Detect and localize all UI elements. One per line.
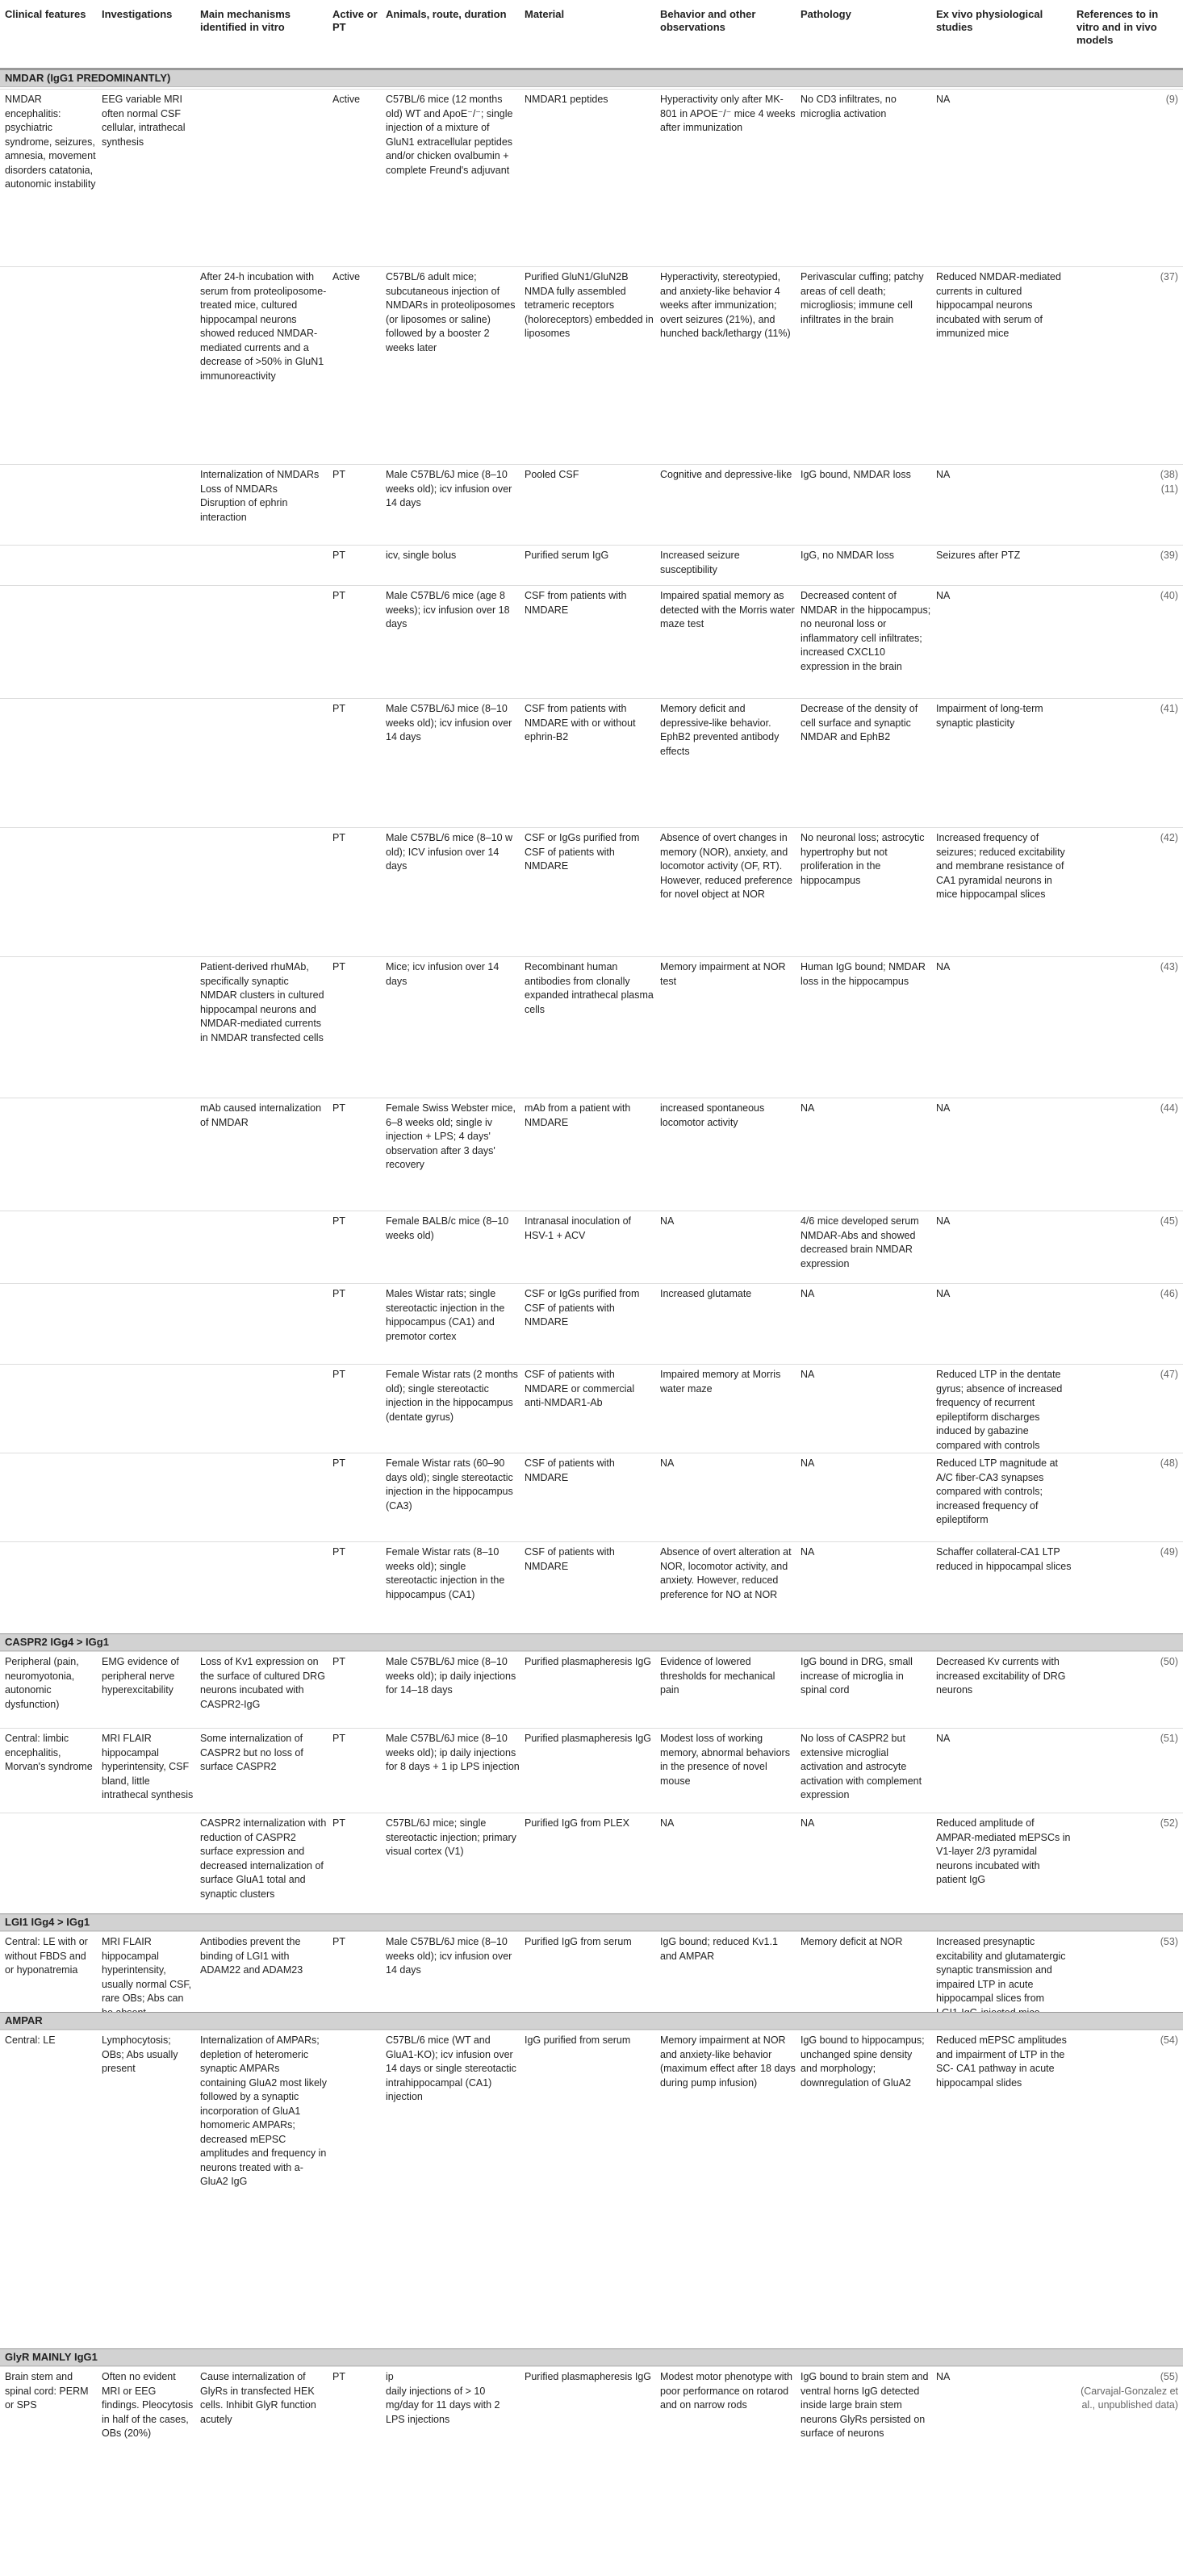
cell-exvivo: Seizures after PTZ — [936, 550, 1021, 561]
cell-exvivo: Reduced LTP in the dentate gyrus; absence of increased frequency of recurrent epileptiform discharges induced by gabazine compared with controls — [936, 1369, 1063, 1451]
cell-references: (53) — [1160, 1936, 1178, 1947]
section-header: CASPR2 IGg4 > IGg1 — [0, 1633, 1183, 1651]
cell-behavior: Modest loss of working memory, abnormal behaviors in the presence of novel mouse — [660, 1733, 790, 1787]
cell-behavior: Hyperactivity only after MK-801 in APOE⁻/⁻ mice 4 weeks after immunization — [660, 94, 796, 133]
cell-references: (49) — [1160, 1546, 1178, 1558]
cell-mechanisms: Cause internalization of GlyRs in transfected HEK cells. Inhibit GlyR function acutely — [200, 2371, 316, 2425]
cell-material: mAb from a patient with NMDARE — [525, 1102, 631, 1128]
cell-active-pt: PT — [332, 1369, 345, 1380]
cell-references: (50) — [1160, 1656, 1178, 1667]
cell-behavior: Hyperactivity, stereotypied, and anxiety-like behavior 4 weeks after immunization; overt seizures (21%), and hunched back/lethargy (11%) — [660, 271, 791, 339]
table-row — [0, 1453, 1183, 1542]
cell-investigations: MRI FLAIR hippocampal hyperintensity, usually normal CSF, rare OBs; Abs can — [102, 1936, 192, 2004]
cell-animals: Male C57BL/6 mice (age 8 weeks); icv infusion over 18 days — [386, 590, 510, 629]
cell-exvivo: Reduced amplitude of AMPAR-mediated mEPSCs in V1-layer 2/3 pyramidal neurons incubated with patient IgG — [936, 1817, 1071, 1885]
header-investigations: Investigations — [102, 8, 173, 20]
cell-material: CSF from patients with NMDARE with or without ephrin-B2 — [525, 703, 636, 742]
cell-references: (55) (Carvajal-Gonzalez et al., unpublished data) — [1081, 2371, 1178, 2411]
cell-active-pt: PT — [332, 1457, 345, 1469]
cell-material: NMDAR1 peptides — [525, 94, 608, 105]
cell-clinical: NMDAR encephalitis: psychiatric syndrome, seizures, amnesia, movement disorders catatonia, autonomic instability — [5, 94, 96, 190]
cell-mechanisms: After 24-h incubation with serum from proteoliposome-treated mice, cultured hippocampal neurons showed reduced NMDAR-mediated currents and a decrease of >50% in GluN1 immunoreactivity — [200, 271, 327, 382]
header-references: References to in vitro and in vivo models — [1076, 8, 1159, 46]
table-row — [0, 1728, 1183, 1813]
cell-behavior: Memory impairment at NOR and anxiety-like behavior (maximum effect after 18 days during pump infusion) — [660, 2034, 796, 2089]
cell-material: Purified IgG from PLEX — [525, 1817, 629, 1829]
cell-exvivo: NA — [936, 2371, 951, 2382]
cell-exvivo: NA — [936, 94, 951, 105]
table-row — [0, 464, 1183, 546]
cell-pathology: Human IgG bound; NMDAR loss in the hippocampus — [801, 961, 926, 987]
cell-references: (45) — [1160, 1215, 1178, 1227]
cell-material: Purified plasmapheresis IgG — [525, 2371, 652, 2382]
cell-references: (44) — [1160, 1102, 1178, 1114]
cell-material: CSF or IgGs purified from CSF of patients with NMDARE — [525, 832, 640, 872]
cell-references: (52) — [1160, 1817, 1178, 1829]
cell-pathology: IgG bound, NMDAR loss — [801, 469, 911, 480]
cell-animals: Female Wistar rats (8–10 weeks old); single stereotactic injection in the hippocampus (CA1) — [386, 1546, 505, 1600]
cell-active-pt: PT — [332, 590, 345, 601]
header-animals: Animals, route, duration — [386, 8, 507, 20]
cell-pathology: IgG, no NMDAR loss — [801, 550, 895, 561]
table-row — [0, 1931, 1183, 2013]
cell-investigations: EMG evidence of peripheral nerve hyperexcitability — [102, 1656, 179, 1696]
cell-material: CSF or IgGs purified from CSF of patients with NMDARE — [525, 1288, 640, 1328]
cell-investigations: EEG variable MRI often normal CSF cellular, intrathecal synthesis — [102, 94, 186, 148]
cell-material: CSF of patients with NMDARE — [525, 1457, 615, 1483]
cell-material: Purified serum IgG — [525, 550, 609, 561]
cell-exvivo: NA — [936, 1733, 951, 1744]
cell-pathology: Decreased content of NMDAR in the hippocampus; no neuronal loss or inflammatory cell infiltrates; increased CXCL10 expression in the brain — [801, 590, 931, 672]
cell-exvivo: NA — [936, 1288, 951, 1299]
cell-pathology: IgG bound to brain stem and ventral horns IgG detected inside large brain stem neurons GlyRs persisted on surface of neurons — [801, 2371, 929, 2439]
cell-mechanisms: Patient-derived rhuMAb, specifically synaptic NMDAR clusters in cultured hippocampal neurons and NMDAR-mediated currents in NMDAR transfected cells — [200, 961, 324, 1043]
cell-active-pt: PT — [332, 550, 345, 561]
cell-material: Purified plasmapheresis IgG — [525, 1733, 652, 1744]
header-exvivo: Ex vivo physiological studies — [936, 8, 1043, 33]
cell-mechanisms: Antibodies prevent the binding of LGI1 with ADAM22 and ADAM23 — [200, 1936, 303, 1976]
cell-pathology: NA — [801, 1817, 815, 1829]
section-header: NMDAR (IgG1 PREDOMINANTLY) — [0, 69, 1183, 87]
cell-pathology: No neuronal loss; astrocytic hypertrophy but not proliferation in the hippocampus — [801, 832, 925, 886]
table-row — [0, 1651, 1183, 1729]
cell-pathology: Decrease of the density of cell surface and synaptic NMDAR and EphB2 — [801, 703, 918, 742]
cell-pathology: NA — [801, 1369, 815, 1380]
cell-active-pt: PT — [332, 703, 345, 714]
cell-active-pt: PT — [332, 1817, 345, 1829]
cell-animals: Female Swiss Webster mice, 6–8 weeks old; single iv injection + LPS; 4 days' observation after 3 days' recovery — [386, 1102, 516, 1170]
cell-references: (39) — [1160, 550, 1178, 561]
cell-animals: ip daily injections of > 10 mg/day for 11 days with 2 LPS injections — [386, 2371, 500, 2425]
table-row — [0, 266, 1183, 465]
cell-material: Purified IgG from serum — [525, 1936, 632, 1947]
cell-material: CSF of patients with NMDARE or commercial anti-NMDAR1-Ab — [525, 1369, 635, 1408]
cell-behavior: Cognitive and depressive-like — [660, 469, 792, 480]
cell-active-pt: PT — [332, 1656, 345, 1667]
cell-references: (9) — [1165, 94, 1178, 105]
cell-animals: Males Wistar rats; single stereotactic injection in the hippocampus (CA1) and premotor cortex — [386, 1288, 505, 1342]
cell-active-pt: Active — [332, 94, 361, 105]
cell-animals: Female BALB/c mice (8–10 weeks old) — [386, 1215, 509, 1241]
cell-animals: C57BL/6 adult mice; subcutaneous injection of NMDARs in proteoliposomes (or liposomes or saline) followed by a booster 2 weeks later — [386, 271, 516, 353]
cell-animals: Male C57BL/6J mice (8–10 weeks old); icv infusion over 14 days — [386, 703, 512, 742]
cell-pathology: NA — [801, 1102, 815, 1114]
cell-behavior: IgG bound; reduced Kv1.1 and AMPAR — [660, 1936, 778, 1962]
header-clinical: Clinical features — [5, 8, 86, 20]
cell-exvivo: Increased presynaptic excitability and glutamatergic synaptic transmission and impaired LTP in acute hippocampal slices from — [936, 1936, 1066, 2004]
cell-exvivo: Reduced mEPSC amplitudes and impairment of LTP in the SC- CA1 pathway in acute hippocampal slides — [936, 2034, 1067, 2089]
table-row — [0, 1541, 1183, 1631]
header-mechanisms: Main mechanisms identified in vitro — [200, 8, 291, 33]
cell-mechanisms: CASPR2 internalization with reduction of CASPR2 surface expression and decreased internalization of surface GluA1 total and synaptic clusters — [200, 1817, 327, 1900]
cell-pathology: Memory deficit at NOR — [801, 1936, 903, 1947]
cell-mechanisms: Internalization of NMDARs Loss of NMDARs Disruption of ephrin interaction — [200, 469, 320, 523]
cell-exvivo: Impairment of long-term synaptic plasticity — [936, 703, 1043, 729]
cell-material: Purified GluN1/GluN2B NMDA fully assembled tetrameric receptors (holoreceptors) embedded in liposomes — [525, 271, 654, 339]
section-header: LGI1 IGg4 > IGg1 — [0, 1913, 1183, 1931]
cell-active-pt: PT — [332, 1215, 345, 1227]
cell-animals: Male C57BL/6 mice (8–10 w old); ICV infusion over 14 days — [386, 832, 513, 872]
cell-exvivo: NA — [936, 590, 951, 601]
cell-exvivo: Reduced NMDAR-mediated currents in cultured hippocampal neurons incubated with serum of immunized mice — [936, 271, 1061, 339]
table-row — [0, 1211, 1183, 1284]
cell-animals: Male C57BL/6J mice (8–10 weeks old); ip daily injections for 14–18 days — [386, 1656, 516, 1696]
cell-behavior: Memory impairment at NOR test — [660, 961, 786, 987]
cell-exvivo: Decreased Kv currents with increased excitability of DRG neurons — [936, 1656, 1066, 1696]
cell-pathology: 4/6 mice developed serum NMDAR-Abs and showed decreased brain NMDAR expression — [801, 1215, 919, 1269]
cell-animals: C57BL/6J mice; single stereotactic injection; primary visual cortex (V1) — [386, 1817, 516, 1857]
cell-behavior: Memory deficit and depressive-like behavior. EphB2 prevented antibody effects — [660, 703, 780, 757]
cell-clinical: Peripheral (pain, neuromyotonia, autonomic dysfunction) — [5, 1656, 79, 1710]
cell-material: Pooled CSF — [525, 469, 579, 480]
cell-material: CSF of patients with NMDARE — [525, 1546, 615, 1572]
cell-behavior: Modest motor phenotype with poor performance on rotarod and on narrow rods — [660, 2371, 792, 2411]
cell-behavior: Increased glutamate — [660, 1288, 752, 1299]
cell-references: (54) — [1160, 2034, 1178, 2046]
cell-animals: Male C57BL/6J mice (8–10 weeks old); icv infusion over 14 days — [386, 469, 512, 508]
table-row — [0, 2366, 1183, 2464]
cell-mechanisms: Some internalization of CASPR2 but no loss of surface CASPR2 — [200, 1733, 303, 1772]
cell-clinical: Central: LE with or without FBDS and or hyponatremia — [5, 1936, 88, 1976]
cell-active-pt: PT — [332, 1936, 345, 1947]
cell-behavior: increased spontaneous locomotor activity — [660, 1102, 765, 1128]
cell-clinical: Central: LE — [5, 2034, 56, 2046]
cell-active-pt: PT — [332, 469, 345, 480]
cell-exvivo: NA — [936, 469, 951, 480]
cell-behavior: NA — [660, 1457, 675, 1469]
cell-active-pt: PT — [332, 1102, 345, 1114]
cell-exvivo: Increased frequency of seizures; reduced excitability and membrane resistance of CA1 pyramidal neurons in mice hippocampal slices — [936, 832, 1065, 900]
cell-references: (48) — [1160, 1457, 1178, 1469]
cell-pathology: No loss of CASPR2 but extensive microglial activation and astrocyte activation with complement expression — [801, 1733, 922, 1800]
section-header: AMPAR — [0, 2012, 1183, 2030]
cell-animals: Female Wistar rats (2 months old); single stereotactic injection in the hippocampus (dentate gyrus) — [386, 1369, 518, 1423]
cell-animals: Mice; icv infusion over 14 days — [386, 961, 500, 987]
cell-investigations: Often no evident MRI or EEG findings. Pleocytosis in half of the cases, OBs (20%) — [102, 2371, 194, 2439]
table-row — [0, 89, 1183, 267]
table-row — [0, 1098, 1183, 1211]
cell-references: (40) — [1160, 590, 1178, 601]
header-behavior: Behavior and other observations — [660, 8, 756, 33]
cell-behavior: NA — [660, 1215, 675, 1227]
cell-pathology: IgG bound in DRG, small increase of microglia in spinal cord — [801, 1656, 913, 1696]
table-row — [0, 1364, 1183, 1453]
header-material: Material — [525, 8, 565, 20]
cell-pathology: IgG bound to hippocampus; unchanged spine density and morphology; downregulation of GluA2 — [801, 2034, 925, 2089]
cell-pathology: NA — [801, 1288, 815, 1299]
table-row — [0, 2030, 1183, 2236]
table-header — [0, 0, 1183, 69]
cell-active-pt: PT — [332, 961, 345, 972]
cell-animals: icv, single bolus — [386, 550, 457, 561]
table-row — [0, 585, 1183, 699]
cell-references: (42) — [1160, 832, 1178, 843]
cell-pathology: NA — [801, 1546, 815, 1558]
header-pathology: Pathology — [801, 8, 851, 20]
cell-material: Intranasal inoculation of HSV-1 + ACV — [525, 1215, 632, 1241]
cell-mechanisms: mAb caused internalization of NMDAR — [200, 1102, 322, 1128]
cell-investigations: Lymphocytosis; OBs; Abs usually present — [102, 2034, 178, 2074]
cell-behavior: Impaired spatial memory as detected with the Morris water maze test — [660, 590, 795, 629]
cell-material: Recombinant human antibodies from clonally expanded intrathecal plasma cells — [525, 961, 654, 1015]
table-row — [0, 545, 1183, 586]
cell-animals: C57BL/6 mice (WT and GluA1-KO); icv infusion over 14 days or single stereotactic intrahippocampal (CA1) injection — [386, 2034, 516, 2102]
cell-references: (43) — [1160, 961, 1178, 972]
cell-pathology: No CD3 infiltrates, no microglia activation — [801, 94, 897, 119]
table-row — [0, 827, 1183, 957]
cell-behavior: Absence of overt changes in memory (NOR), anxiety, and locomotor activity (OF, RT). However, reduced preference for novel object at NOR — [660, 832, 792, 900]
cell-animals: Male C57BL/6J mice (8–10 weeks old); ip daily injections for 8 days + 1 ip LPS injection — [386, 1733, 520, 1772]
cell-exvivo: NA — [936, 1215, 951, 1227]
header-active-pt: Active or PT — [332, 8, 378, 33]
cell-behavior: Absence of overt alteration at NOR, locomotor activity, and anxiety. However, reduced preference for NO at NOR — [660, 1546, 792, 1600]
cell-references: (37) — [1160, 271, 1178, 282]
cell-active-pt: PT — [332, 1288, 345, 1299]
table-row — [0, 1813, 1183, 1914]
cell-clinical: Brain stem and spinal cord: PERM or SPS — [5, 2371, 89, 2411]
cell-exvivo: Schaffer collateral-CA1 LTP reduced in hippocampal slices — [936, 1546, 1072, 1572]
cell-behavior: Increased seizure susceptibility — [660, 550, 740, 575]
cell-animals: C57BL/6 mice (12 months old) WT and ApoE⁻/⁻; single injection of a mixture of GluN1 extracellular peptides and/or chicken ovalbumin + complete Freund's adjuvant — [386, 94, 513, 176]
table-row — [0, 698, 1183, 828]
cell-pathology: Perivascular cuffing; patchy areas of cell death; microgliosis; immune cell infiltrates in the brain — [801, 271, 924, 325]
cell-pathology: NA — [801, 1457, 815, 1469]
table-row — [0, 1283, 1183, 1365]
cell-animals: Female Wistar rats (60–90 days old); single stereotactic injection in the hippocampus (CA3) — [386, 1457, 513, 1512]
cell-animals: Male C57BL/6J mice (8–10 weeks old); icv infusion over 14 days — [386, 1936, 512, 1976]
cell-references: (41) — [1160, 703, 1178, 714]
cell-references: (38) (11) — [1160, 469, 1178, 495]
cell-clinical: Central: limbic encephalitis, Morvan's syndrome — [5, 1733, 93, 1772]
cell-mechanisms: Loss of Kv1 expression on the surface of cultured DRG neurons incubated with CASPR2-IgG — [200, 1656, 325, 1710]
cell-behavior: Evidence of lowered thresholds for mechanical pain — [660, 1656, 775, 1696]
cell-exvivo: Reduced LTP magnitude at A/C fiber-CA3 synapses compared with controls; increased frequency of epileptiform — [936, 1457, 1059, 1525]
cell-investigations: MRI FLAIR hippocampal hyperintensity, CSF bland, little intrathecal synthesis — [102, 1733, 194, 1800]
cell-active-pt: PT — [332, 832, 345, 843]
cell-references: (46) — [1160, 1288, 1178, 1299]
cell-material: CSF from patients with NMDARE — [525, 590, 627, 616]
cell-active-pt: Active — [332, 271, 361, 282]
cell-behavior: Impaired memory at Morris water maze — [660, 1369, 781, 1395]
cell-references: (51) — [1160, 1733, 1178, 1744]
cell-material: Purified plasmapheresis IgG — [525, 1656, 652, 1667]
cell-exvivo: NA — [936, 1102, 951, 1114]
section-header: GlyR MAINLY IgG1 — [0, 2348, 1183, 2366]
table-row — [0, 956, 1183, 1098]
cell-references: (47) — [1160, 1369, 1178, 1380]
cell-mechanisms: Internalization of AMPARs; depletion of heteromeric synaptic AMPARs containing GluA2 most likely followed by a synaptic incorporation of GluA1 homomeric AMPARs; decreased mEPSC amplitudes and frequency in neurons treated with a-GluA2 IgG — [200, 2034, 328, 2187]
cell-exvivo: NA — [936, 961, 951, 972]
cell-behavior: NA — [660, 1817, 675, 1829]
cell-active-pt: PT — [332, 1546, 345, 1558]
cell-material: IgG purified from serum — [525, 2034, 631, 2046]
cell-active-pt: PT — [332, 1733, 345, 1744]
cell-active-pt: PT — [332, 2371, 345, 2382]
